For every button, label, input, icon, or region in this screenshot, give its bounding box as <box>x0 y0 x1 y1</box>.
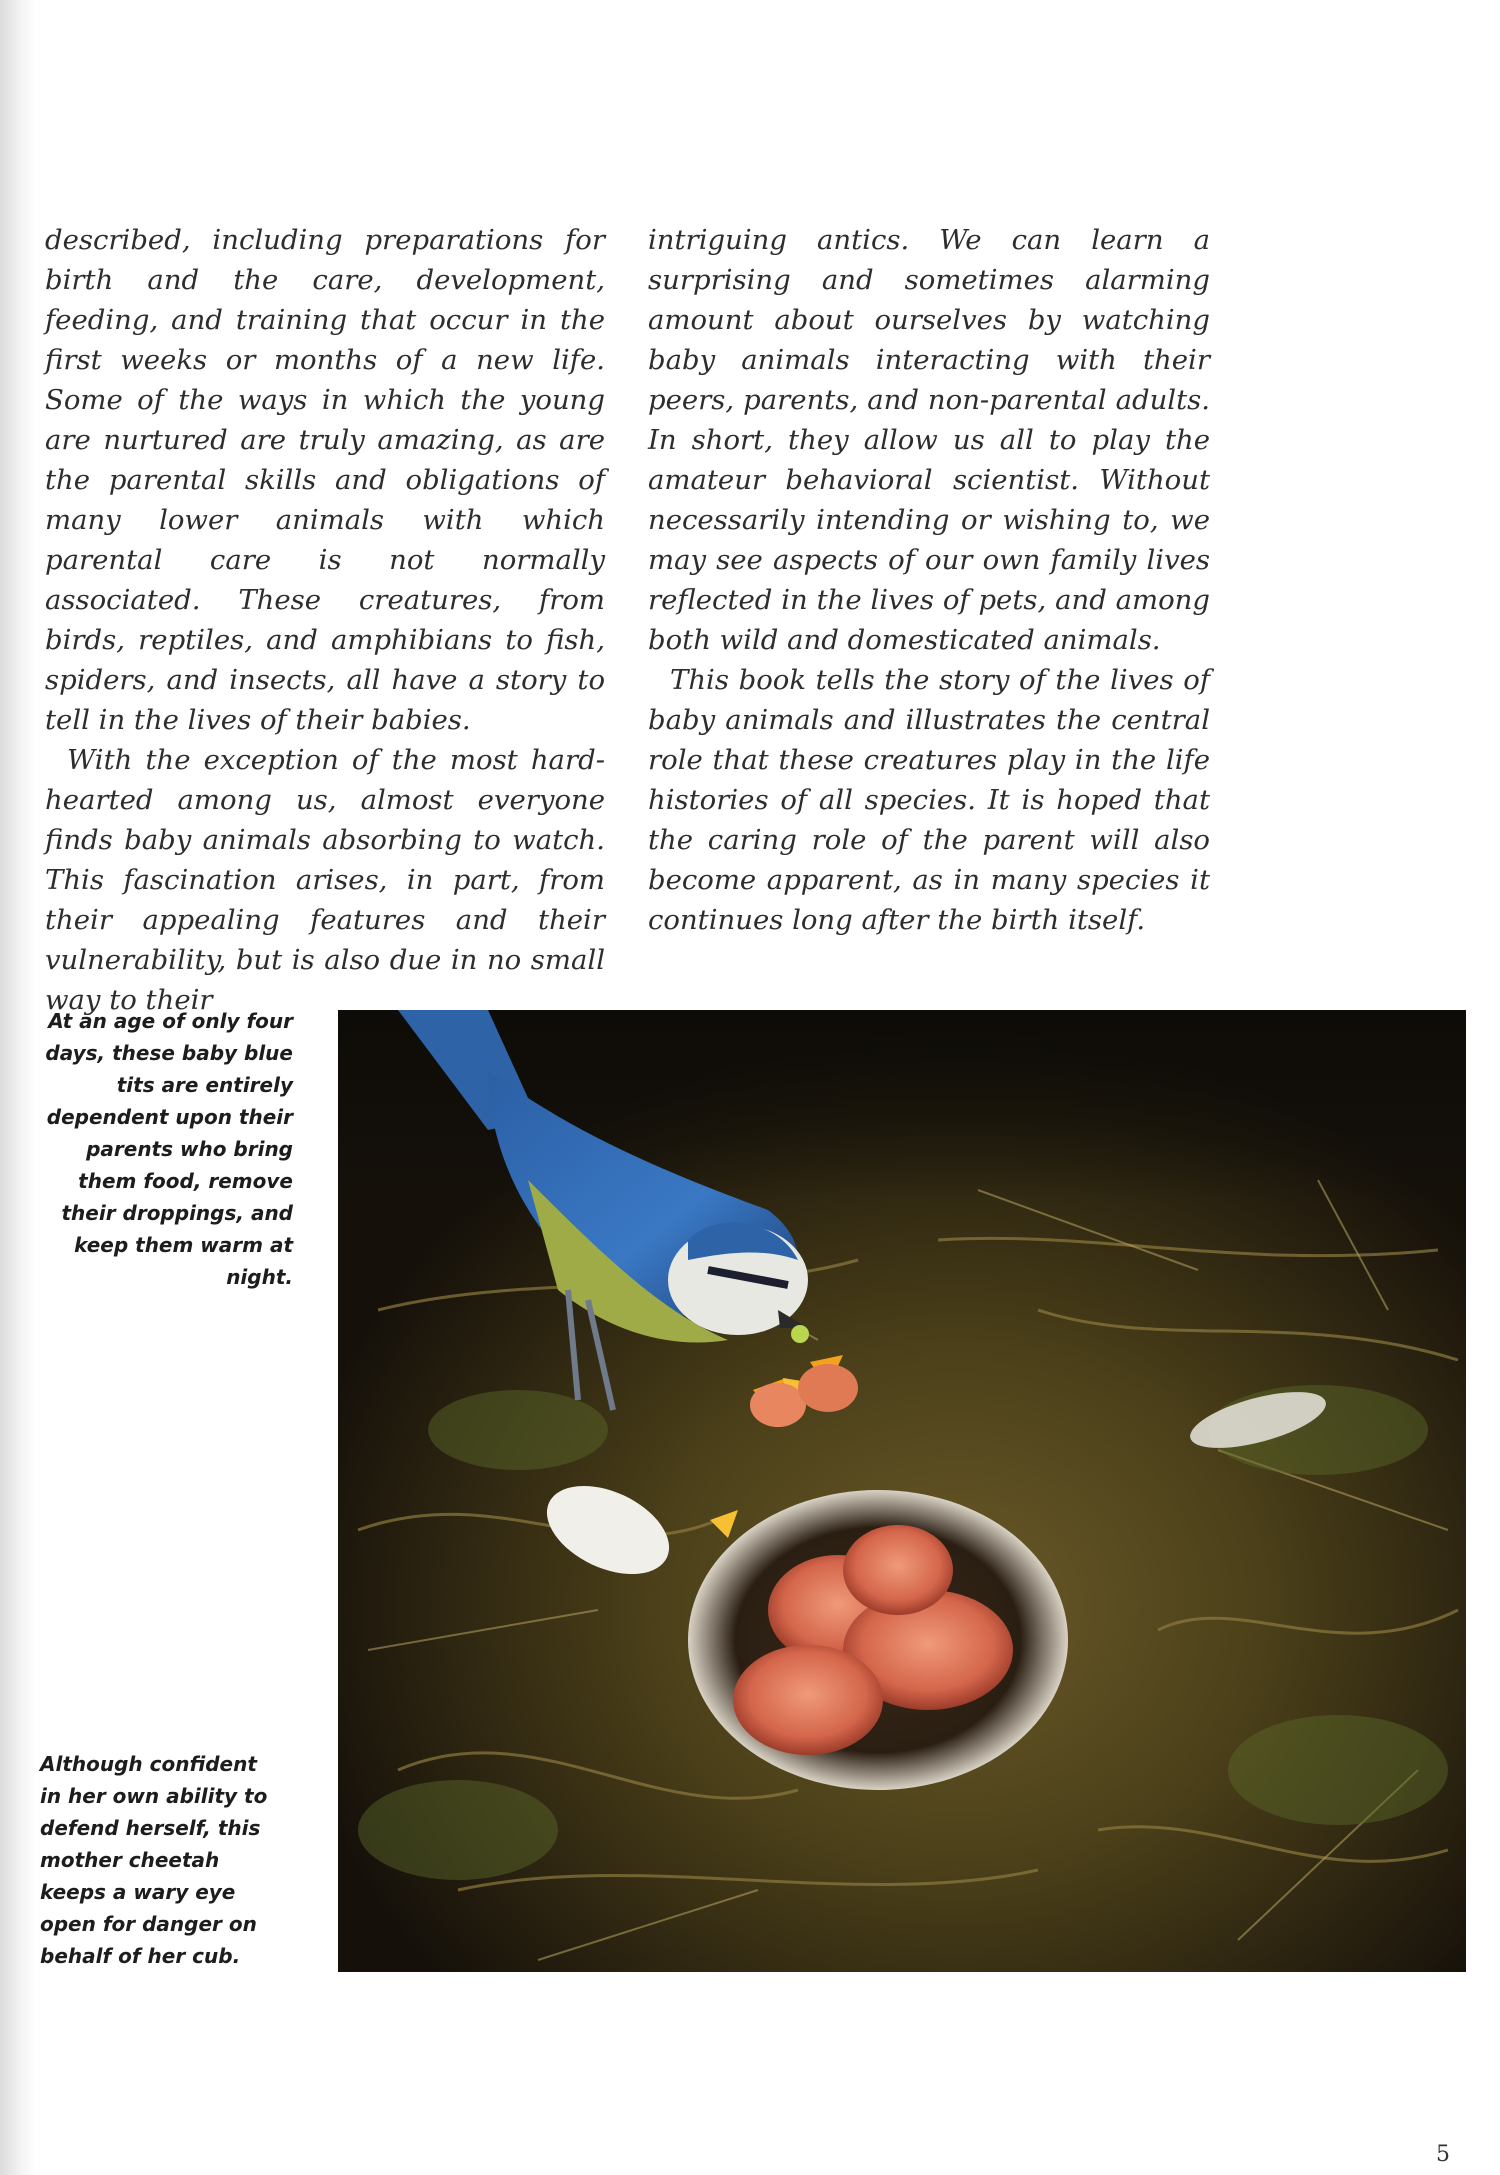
right-paragraph-1: intriguing antics. We can learn a surprising and sometimes alarming amount about ourselves by watching baby animals interacting with their peers, parents, and non-parental adults. In short, they allow us all to play the amateur behavioral scientist. Without necessarily intending or wishing to, we may see aspects of our own family lives reflected in the lives of pets, and among both wild and domesticated animals. <box>648 224 1210 656</box>
left-paragraph-1: described, including preparations for birth and the care, development, feeding, and training that occur in the first weeks or months of a new life. Some of the ways in which the young are nurtured are truly amazing, as are the parental skills and obligations of many lower animals with which parental care is not normally associated. These creatures, from birds, reptiles, and amphibians to fish, spiders, and insects, all have a story to tell in the lives of their babies. <box>45 224 605 736</box>
blue-tit-caption: At an age of only four days, these baby blue tits are entirely dependent upon their parents who bring them food, remove their droppings, and keep them warm at night. <box>45 1009 293 1289</box>
right-text-column <box>648 220 1210 940</box>
right-paragraph-2: This book tells the story of the lives of baby animals and illustrates the central role that these creatures play in the life histories of all species. It is hoped that the caring role of the parent will also become apparent, as in many species it continues long after the birth itself. <box>648 664 1210 936</box>
cheetah-caption: Although confident in her own ability to defend herself, this mother cheetah keeps a wary eye open for danger on behalf of her cub. <box>40 1752 268 1968</box>
page-number: 5 <box>1436 2142 1450 2167</box>
page-gutter-shadow <box>0 0 36 2175</box>
blue-tit-nest-photo <box>338 1010 1466 1972</box>
left-paragraph-2: With the exception of the most hard-hearted among us, almost everyone finds baby animals absorbing to watch. This fascination arises, in part, from their appealing features and their vulnerability, but is also due in no small way to their <box>45 744 605 1016</box>
left-text-column <box>45 220 605 1020</box>
